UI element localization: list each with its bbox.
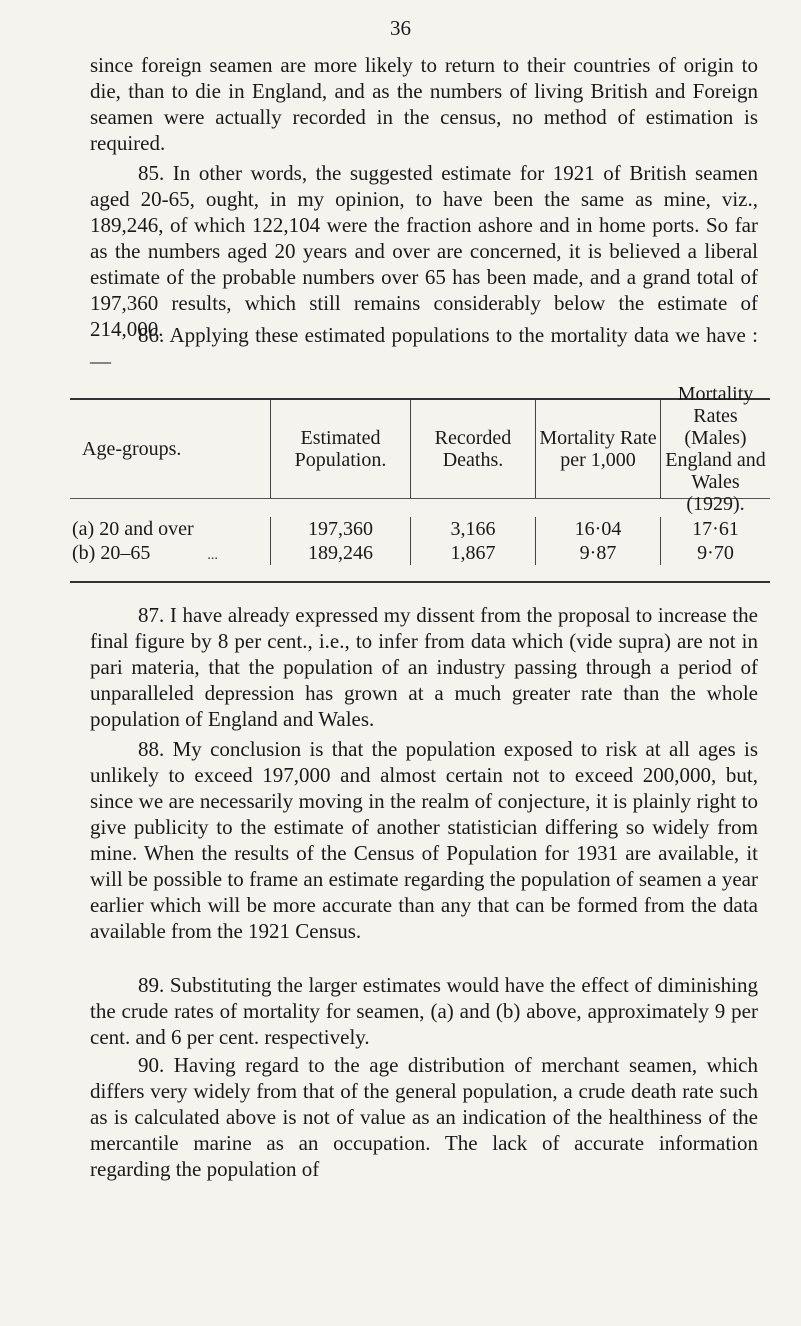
mortality-table: [70, 383, 770, 583]
paragraph-89: 89. Substituting the larger estimates would have the effect of diminishing the crude rates of mortality for seamen, (a) and (b) above, approximately 9 per cent. and 6 per cent. respectively.: [90, 973, 758, 1049]
table-row: [70, 517, 770, 541]
cell-england-rate: 17·61: [660, 517, 770, 541]
cell-deaths: 3,166: [410, 517, 535, 541]
cell-age-group: [70, 541, 270, 565]
header-england-wales-rates: Mortality Rates (Males) England and Wales (1929).: [660, 400, 770, 498]
cell-population: 197,360: [270, 517, 410, 541]
cell-rate: 16·04: [535, 517, 660, 541]
table-header-row: [70, 383, 770, 515]
cell-deaths: 1,867: [410, 541, 535, 565]
header-mortality-rate: Mortality Rate per 1,000: [535, 400, 660, 498]
age-group-label: (b) 20–65: [72, 542, 151, 564]
paragraph-90: 90. Having regard to the age distribution of merchant seamen, which differs very widely from that of the general population, a crude death rate such as is calculated above is not of value as an indication of the healthiness of the mercantile marine as an occupation. The lack of accurate information regarding the population of: [90, 1053, 758, 1181]
cell-age-group: (a) 20 and over: [72, 518, 194, 540]
paragraph-intro: since foreign seamen are more likely to return to their countries of origin to die, than to die in England, and as the numbers of living British and Foreign seamen were actually recorded in the census, no method of estimation is required.: [90, 53, 758, 155]
header-estimated-population: Estimated Population.: [270, 400, 410, 498]
table-bottom-rule: [70, 581, 770, 583]
header-recorded-deaths: Recorded Deaths.: [410, 400, 535, 498]
paragraph-88: 88. My conclusion is that the population exposed to risk at all ages is unlikely to exceed 197,000 and almost certain not to exceed 200,000, but, since we are necessarily moving in the realm of conjecture, it is plainly right to give publicity to the estimate of another statistician differing so widely from mine. When the results of the Census of Population for 1931 are available, it will be possible to frame an estimate regarding the population of seamen a year earlier which will be more accurate than any that can be formed from the data available from the 1921 Census.: [90, 737, 758, 943]
leader-dots: ...: [207, 548, 218, 563]
header-age-groups: Age-groups.: [82, 438, 182, 460]
paragraph-85: 85. In other words, the suggested estimate for 1921 of British seamen aged 20-65, ought, in my opinion, to have been the same as mine, viz., 189,246, of which 122,104 were the fraction ashore and in home ports. So far as the numbers aged 20 years and over are concerned, it is believed a liberal estimate of the probable numbers over 65 has been made, and a grand total of 197,360 results, which still remains considerably below the estimate of 214,000.: [90, 161, 758, 341]
cell-population: 189,246: [270, 541, 410, 565]
paragraph-86: 86. Applying these estimated populations to the mortality data we have :—: [90, 323, 758, 373]
page-number: 36: [390, 16, 411, 40]
cell-rate: 9·87: [535, 541, 660, 565]
table-row: [70, 541, 770, 565]
paragraph-87: 87. I have already expressed my dissent from the proposal to increase the final figure by 8 per cent., i.e., to infer from data which (vide supra) are not in pari materia, that the population of an industry passing through a period of unparalleled depression has grown at a much greater rate than the whole population of England and Wales.: [90, 603, 758, 731]
cell-england-rate: 9·70: [660, 541, 770, 565]
